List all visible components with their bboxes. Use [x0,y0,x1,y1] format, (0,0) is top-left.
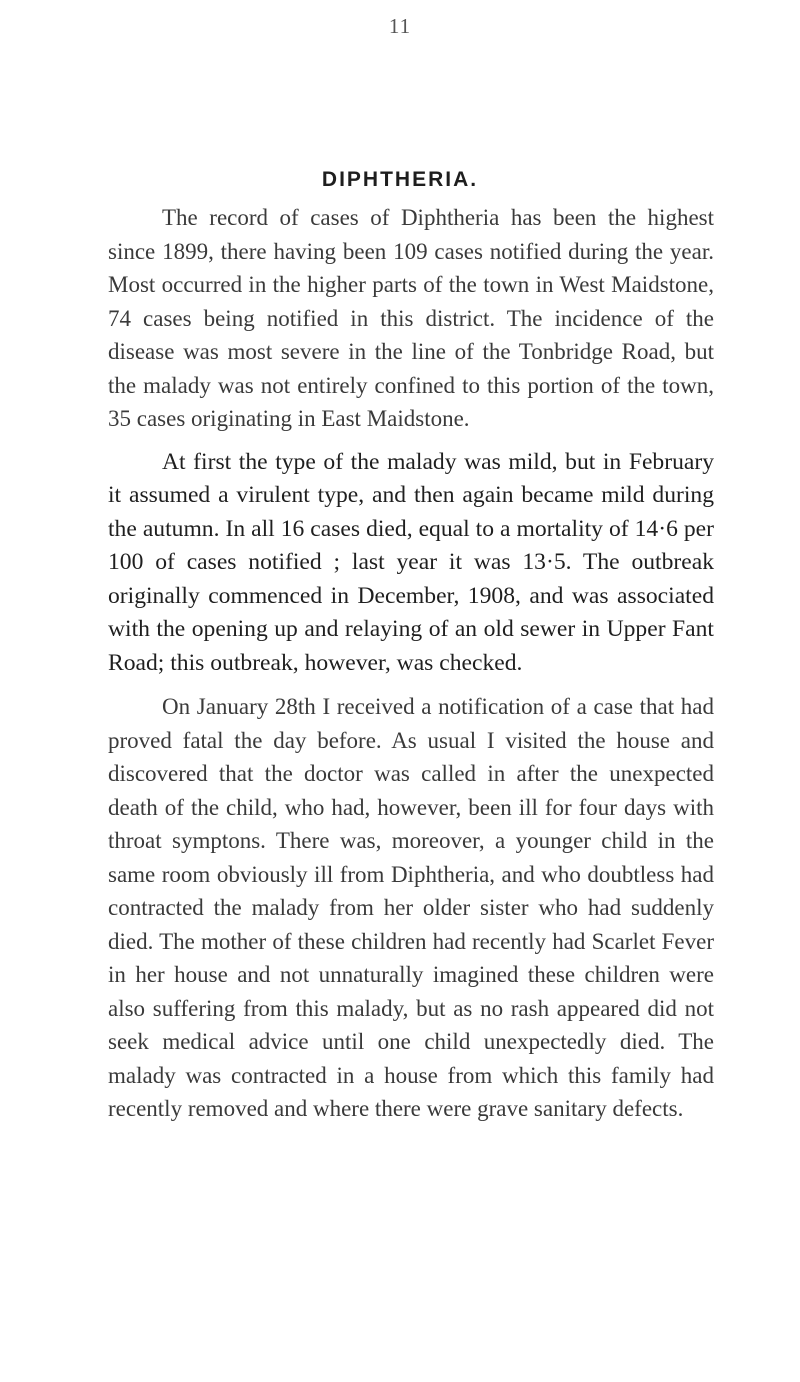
paragraph-3: On January 28th I received a notification of a case that had proved fatal the day before. As usual I visited the house and discovered that the doctor was called in after the unexpected death of the child, who had, however, been ill for four days with throat symptons. There was, moreover, a younger child in the same room obviously ill from Diphtheria, and who doubtless had contracted the malady from her older sister who had suddenly died. The mother of these children had recently had Scarlet Fever in her house and not unnaturally imagined these children were also suffering from this malady, but as no rash appeared did not seek medical advice until one child unexpectedly died. The malady was contracted in a house from which this family had recently removed and where there were grave sanitary defects. [108,694,714,1121]
page-number: 11 [388,14,412,38]
section-heading: DIPHTHERIA. [321,168,479,191]
paragraph-1: The record of cases of Diphtheria has been the highest since 1899, there having been 109 cases notified during the year. Most occurred in the higher parts of the town in West Maidstone, 74 cases being notified in this district. The incidence of the disease was most severe in the line of the Tonbridge Road, but the malady was not entirely confined to this portion of the town, 35 cases originating in East Maidstone. [108,205,714,431]
paragraph-2: At first the type of the malady was mild, but in February it assumed a virulent type, and then again became mild during the autumn. In all 16 cases died, equal to a mortality of 14·6 per 100 of cases notified ; last year it was 13·5. The outbreak originally commenced in December, 1908, and was associated with the opening up and relaying of an old sewer in Upper Fant Road; this outbreak, however, was checked. [108,448,714,676]
body-text [108,201,714,1136]
